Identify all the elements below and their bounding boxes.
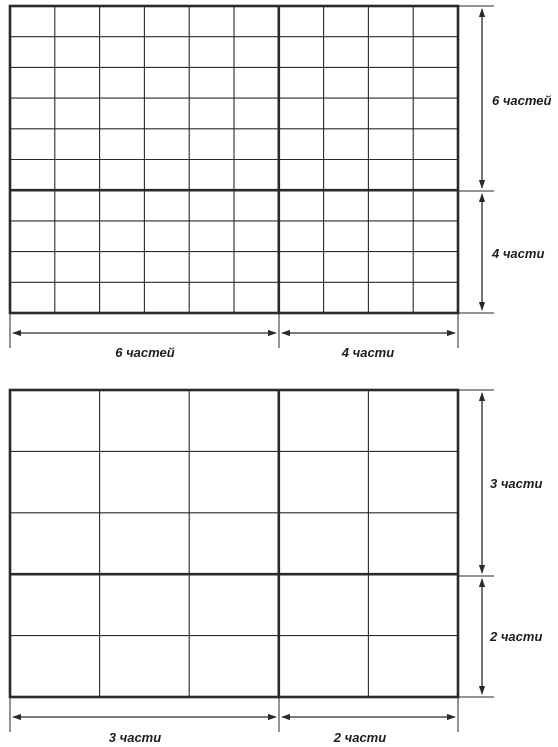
diagram-2 bbox=[10, 390, 542, 745]
label-bottom-right: 4 части bbox=[341, 345, 395, 360]
grid-10x10 bbox=[10, 6, 458, 313]
label-bottom-left: 3 части bbox=[108, 730, 162, 745]
label-right-top: 3 части bbox=[490, 476, 543, 491]
diagram-1 bbox=[10, 6, 551, 360]
label-right-bottom: 4 части bbox=[492, 246, 545, 261]
label-right-top: 6 частей bbox=[492, 93, 552, 108]
bottom-dimension-right bbox=[282, 698, 458, 745]
right-dimension-bottom bbox=[459, 579, 542, 697]
bottom-dimension-right bbox=[282, 314, 458, 360]
right-dimension-top bbox=[459, 390, 542, 576]
bottom-dimension-left bbox=[10, 698, 279, 745]
right-dimension-top bbox=[459, 6, 551, 191]
label-bottom-left: 6 частей bbox=[115, 345, 175, 360]
right-dimension-bottom bbox=[459, 194, 544, 313]
bottom-dimension-left bbox=[10, 314, 279, 360]
grid-5x5 bbox=[10, 390, 458, 697]
grid-border bbox=[10, 390, 458, 697]
label-bottom-right: 2 части bbox=[333, 730, 387, 745]
label-right-bottom: 2 части bbox=[490, 629, 543, 644]
